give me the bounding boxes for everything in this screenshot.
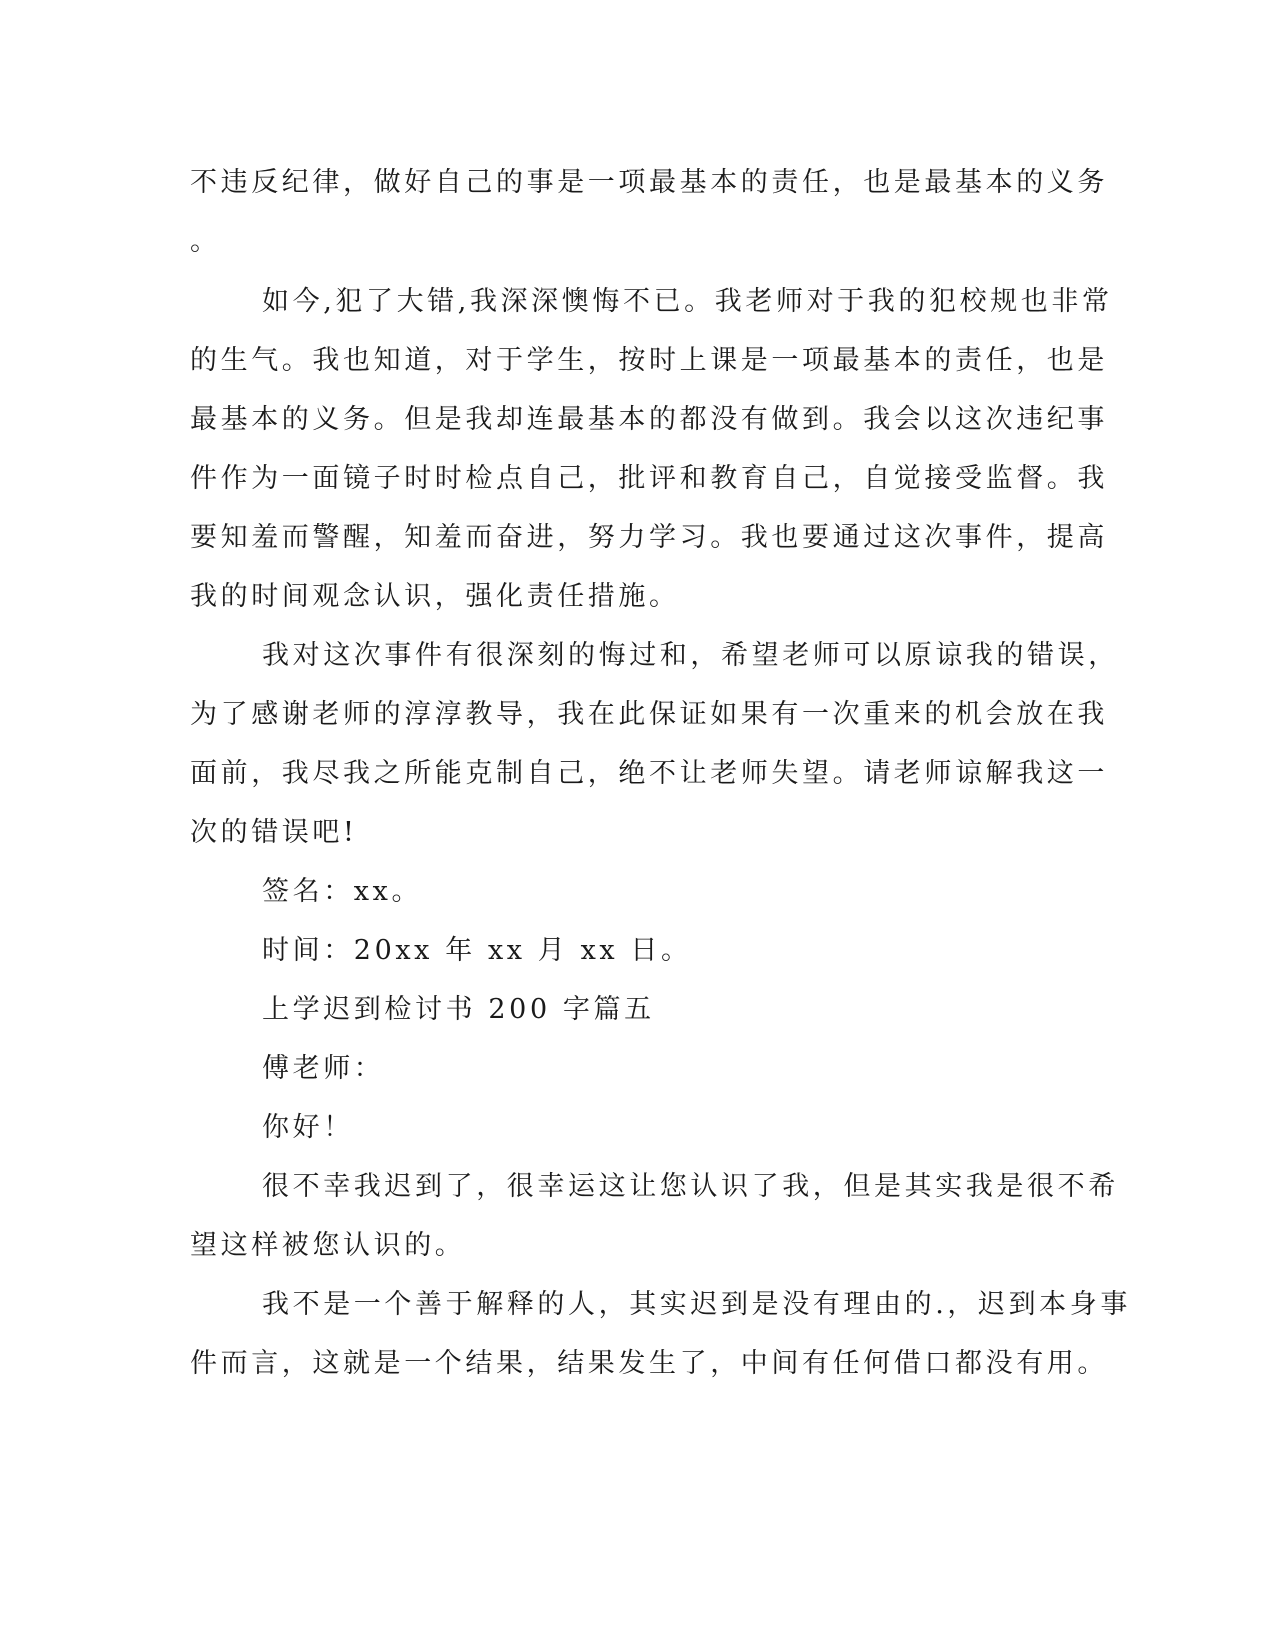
text-line: 望这样被您认识的。 xyxy=(190,1230,466,1261)
paragraph-start: 我不是一个善于解释的人，其实迟到是没有理由的.，迟到本身事 xyxy=(262,1289,1131,1320)
text-line: 不违反纪律，做好自己的事是一项最基本的责任，也是最基本的义务 xyxy=(190,167,1108,198)
signature-line: 签名：xx。 xyxy=(262,876,423,907)
text-line: 面前，我尽我之所能克制自己，绝不让老师失望。请老师谅解我这一 xyxy=(190,758,1108,789)
paragraph-start: 很不幸我迟到了，很幸运这让您认识了我，但是其实我是很不希 xyxy=(262,1171,1119,1202)
text-line: 的生气。我也知道，对于学生，按时上课是一项最基本的责任，也是 xyxy=(190,345,1108,376)
text-line: 要知羞而警醒，知羞而奋进，努力学习。我也要通过这次事件，提高 xyxy=(190,522,1108,553)
text-line: 为了感谢老师的淳淳教导，我在此保证如果有一次重来的机会放在我 xyxy=(190,699,1108,730)
section-title: 上学迟到检讨书 200 字篇五 xyxy=(262,994,655,1025)
text-line: 件而言，这就是一个结果，结果发生了，中间有任何借口都没有用。 xyxy=(190,1348,1108,1379)
text-line: 。 xyxy=(190,226,221,257)
text-line: 次的错误吧! xyxy=(190,817,358,848)
text-line: 最基本的义务。但是我却连最基本的都没有做到。我会以这次违纪事 xyxy=(190,404,1108,435)
paragraph-start: 我对这次事件有很深刻的悔过和，希望老师可以原谅我的错误， xyxy=(262,640,1119,671)
paragraph-start: 如今,犯了大错,我深深懊悔不已。我老师对于我的犯校规也非常 xyxy=(262,286,1113,317)
date-line: 时间：20xx 年 xx 月 xx 日。 xyxy=(262,935,692,966)
text-line: 件作为一面镜子时时检点自己，批评和教育自己，自觉接受监督。我 xyxy=(190,463,1108,494)
greeting: 你好！ xyxy=(262,1112,354,1143)
text-line: 我的时间观念认识，强化责任措施。 xyxy=(190,581,680,612)
salutation: 傅老师： xyxy=(262,1053,385,1084)
